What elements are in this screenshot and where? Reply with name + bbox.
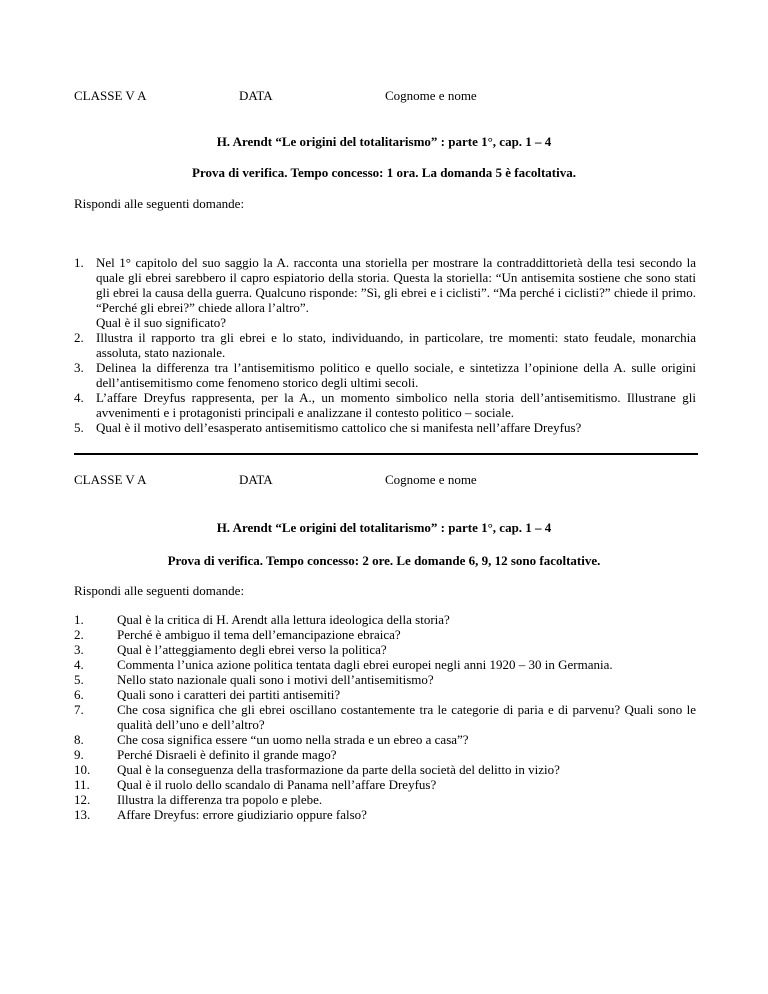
- question-number: 6.: [74, 687, 84, 702]
- question-item: [74, 672, 696, 687]
- test-subtitle-2: Prova di verifica. Tempo concesso: 2 ore. Le domande 6, 9, 12 sono facoltative.: [167, 553, 601, 568]
- question-list-2: [74, 612, 696, 822]
- data-label: DATA: [239, 88, 273, 103]
- question-list-1: [74, 255, 696, 435]
- test-subtitle-1: Prova di verifica. Tempo concesso: 1 ora. La domanda 5 è facoltativa.: [192, 165, 576, 180]
- question-text: Che cosa significa essere “un uomo nella strada e un ebreo a casa”?: [117, 732, 469, 747]
- question-number: 4.: [74, 657, 84, 672]
- question-number: 12.: [74, 792, 91, 807]
- question-text: Perché Disraeli è definito il grande mago?: [117, 747, 337, 762]
- question-text: Quali sono i caratteri dei partiti antisemiti?: [117, 687, 341, 702]
- question-text: Affare Dreyfus: errore giudiziario oppure falso?: [117, 807, 367, 822]
- question-item: [74, 792, 696, 807]
- question-item: [74, 747, 696, 762]
- question-text: Qual è la critica di H. Arendt alla lettura ideologica della storia?: [117, 612, 450, 627]
- question-number: 13.: [74, 807, 91, 822]
- question-number: 11.: [74, 777, 90, 792]
- test-title-1: H. Arendt “Le origini del totalitarismo” : parte 1°, cap. 1 – 4: [216, 134, 552, 149]
- question-number: 8.: [74, 732, 84, 747]
- question-item: [74, 390, 696, 420]
- data-label: DATA: [239, 472, 273, 487]
- question-item: [74, 687, 696, 702]
- header-row-1: [74, 88, 694, 104]
- question-item: [74, 732, 696, 747]
- question-item: [74, 702, 696, 732]
- question-item: [74, 612, 696, 627]
- instruction-1: Rispondi alle seguenti domande:: [74, 196, 245, 211]
- test-title-2: H. Arendt “Le origini del totalitarismo” : parte 1°, cap. 1 – 4: [216, 520, 552, 535]
- question-item: [74, 255, 696, 330]
- question-number: 10.: [74, 762, 91, 777]
- cognome-nome-label: Cognome e nome: [385, 472, 477, 487]
- question-item: [74, 642, 696, 657]
- question-item: [74, 807, 696, 822]
- question-number: 9.: [74, 747, 84, 762]
- question-text: Nel 1° capitolo del suo saggio la A. racconta una storiella per mostrare la contraddittorietà della tesi secondo la quale gli ebrei sarebbero il capro espiatorio della storia. Questa la storiella: “Un antisemita sostiene che sono stati gli ebrei la causa della guerra. Qualcuno risponde: ”Sì, gli ebrei e i ciclisti”. “Ma perché i ciclisti?” chiede il primo. “Perché gli ebrei?” chiede allora l’altro”.: [96, 255, 696, 315]
- question-number: 2.: [74, 330, 84, 345]
- question-number: 3.: [74, 642, 84, 657]
- question-number: 1.: [74, 612, 84, 627]
- question-item: [74, 657, 696, 672]
- question-text: Illustra il rapporto tra gli ebrei e lo stato, individuando, in particolare, tre momenti: stato feudale, monarchia assoluta, stato nazionale.: [96, 330, 696, 360]
- classe-label: CLASSE V A: [74, 472, 147, 487]
- cognome-nome-label: Cognome e nome: [385, 88, 477, 103]
- question-text: Qual è il motivo dell’esasperato antisemitismo cattolico che si manifesta nell’affare Dreyfus?: [96, 420, 582, 435]
- question-text: Qual è l’atteggiamento degli ebrei verso la politica?: [117, 642, 387, 657]
- classe-label: CLASSE V A: [74, 88, 147, 103]
- question-number: 5.: [74, 420, 84, 435]
- question-item: [74, 762, 696, 777]
- question-number: 5.: [74, 672, 84, 687]
- question-text: Qual è la conseguenza della trasformazione da parte della società del delitto in vizio?: [117, 762, 560, 777]
- question-item: [74, 360, 696, 390]
- question-text: Commenta l’unica azione politica tentata dagli ebrei europei negli anni 1920 – 30 in Germania.: [117, 657, 613, 672]
- question-number: 4.: [74, 390, 84, 405]
- question-followup: Qual è il suo significato?: [96, 315, 226, 330]
- question-text: Perché è ambiguo il tema dell’emancipazione ebraica?: [117, 627, 401, 642]
- question-text: Delinea la differenza tra l’antisemitismo politico e quello sociale, e sintetizza l’opinione della A. sulle origini dell’antisemitismo come fenomeno storico degli ultimi secoli.: [96, 360, 696, 390]
- header-row-2: [74, 472, 694, 488]
- section-divider: [74, 453, 698, 455]
- question-text: Che cosa significa che gli ebrei oscillano costantemente tra le categorie di paria e di parvenu? Quali sono le qualità dell’uno e dell’altro?: [117, 702, 696, 732]
- question-text: L’affare Dreyfus rappresenta, per la A., un momento simbolico nella storia dell’antisemitismo. Illustrane gli avvenimenti e i protagonisti principali e analizzane il contesto politico – sociale.: [96, 390, 696, 420]
- question-number: 7.: [74, 702, 84, 717]
- question-item: [74, 330, 696, 360]
- question-text: Qual è il ruolo dello scandalo di Panama nell’affare Dreyfus?: [117, 777, 437, 792]
- question-number: 2.: [74, 627, 84, 642]
- question-number: 3.: [74, 360, 84, 375]
- instruction-2: Rispondi alle seguenti domande:: [74, 583, 245, 598]
- question-text: Nello stato nazionale quali sono i motivi dell’antisemitismo?: [117, 672, 434, 687]
- question-text: Illustra la differenza tra popolo e plebe.: [117, 792, 323, 807]
- question-item: [74, 420, 696, 435]
- question-item: [74, 777, 696, 792]
- question-number: 1.: [74, 255, 84, 270]
- question-item: [74, 627, 696, 642]
